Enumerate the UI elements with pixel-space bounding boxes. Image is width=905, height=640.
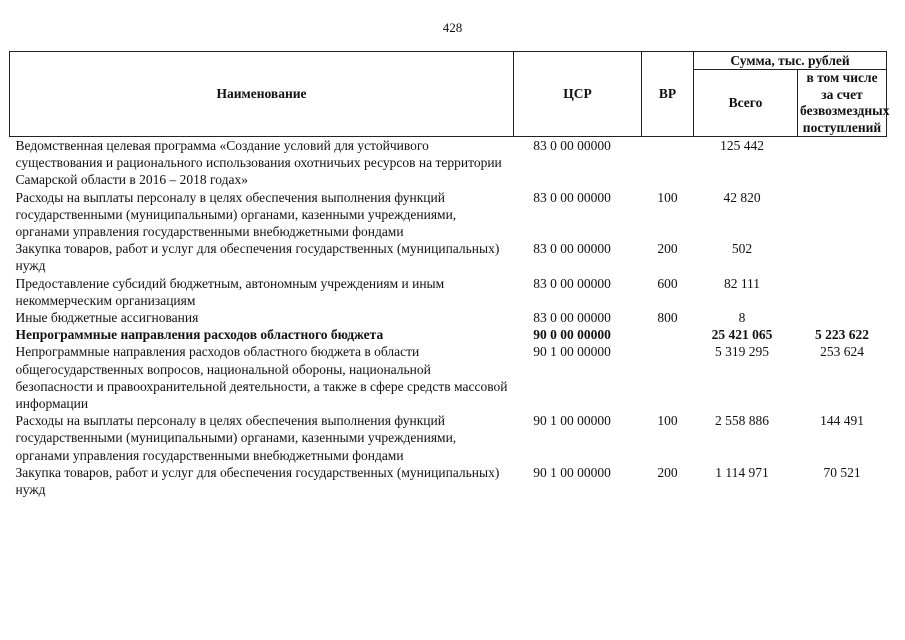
table-row [10,326,887,343]
row-name: Расходы на выплаты персоналу в целях обеспечения выполнения функций государственными (муниципальными) органами, казенными учреждениями, органами управления государственными внебюджетными фондами [15,189,457,240]
row-free [798,275,887,309]
row-csr: 90 1 00 00000 [533,464,611,480]
row-free [798,137,887,189]
table-row [10,189,887,241]
row-total: 82 111 [723,275,761,291]
header-vr: ВР [642,52,694,137]
row-free [798,189,887,241]
row-name: Непрограммные направления расходов областного бюджета [15,327,384,343]
row-vr: 100 [657,413,678,429]
table-row [10,240,887,274]
row-free [798,309,887,326]
row-total: 8 [738,310,746,326]
row-vr [642,343,694,412]
row-vr [642,326,694,343]
page-number: 428 [442,20,463,35]
row-total: 125 442 [720,138,764,153]
row-vr: 100 [657,189,678,205]
row-total: 502 [731,241,753,257]
row-vr: 200 [657,464,678,480]
row-name: Иные бюджетные ассигнования [15,310,199,326]
table-row [10,464,887,498]
row-csr: 90 0 00 00000 [533,327,611,343]
row-csr: 83 0 00 00000 [533,189,611,205]
row-vr [642,137,694,189]
row-csr: 83 0 00 00000 [533,275,611,291]
row-name: Непрограммные направления расходов областного бюджета в области общегосударственных вопросов, национальной обороны, национальной безопасности и правоохранительной деятельности, а также в сфере средств массовой информации [15,344,508,412]
row-vr: 200 [657,241,678,257]
budget-table [9,51,890,498]
row-vr: 600 [657,275,678,291]
row-free: 5 223 622 [815,327,869,343]
table-body [10,137,887,499]
table-row [10,275,887,309]
row-name: Закупка товаров, работ и услуг для обеспечения государственных (муниципальных) нужд [15,464,500,498]
row-free: 144 491 [820,413,864,429]
row-name: Закупка товаров, работ и услуг для обеспечения государственных (муниципальных) нужд [15,241,500,274]
table-row [10,343,887,412]
table-row [10,412,887,464]
row-free [798,240,887,274]
row-name: Ведомственная целевая программа «Создание условий для устойчивого существования и рационального использования охотничьих ресурсов на территории Самарской области в 2016 – 2018 годах» [15,138,502,188]
row-csr: 90 1 00 00000 [533,344,611,360]
row-vr: 800 [657,310,678,326]
row-total: 2 558 886 [715,413,769,429]
row-csr: 83 0 00 00000 [533,138,611,153]
row-name: Расходы на выплаты персоналу в целях обеспечения выполнения функций государственными (муниципальными) органами, казенными учреждениями, органами управления государственными внебюджетными фондами [15,413,457,463]
header-total: Всего [694,70,798,137]
header-sum: Сумма, тыс. рублей [694,52,887,70]
table-header [10,52,890,137]
row-free: 70 521 [823,464,861,480]
header-csr: ЦСР [514,52,642,137]
row-total: 25 421 065 [711,327,773,343]
header-incl-free: в том числе за счет безвозмездных поступлений [798,70,887,137]
row-free: 253 624 [820,344,864,360]
row-total: 42 820 [723,189,761,205]
row-name: Предоставление субсидий бюджетным, автономным учреждениям и иным некоммерческим организациям [15,275,445,308]
table-row [10,137,887,189]
row-csr: 90 1 00 00000 [533,413,611,429]
row-csr: 83 0 00 00000 [533,241,611,257]
row-total: 5 319 295 [715,344,769,360]
row-csr: 83 0 00 00000 [533,310,611,326]
row-total: 1 114 971 [715,464,769,480]
table-row [10,309,887,326]
header-name: Наименование [10,52,514,137]
